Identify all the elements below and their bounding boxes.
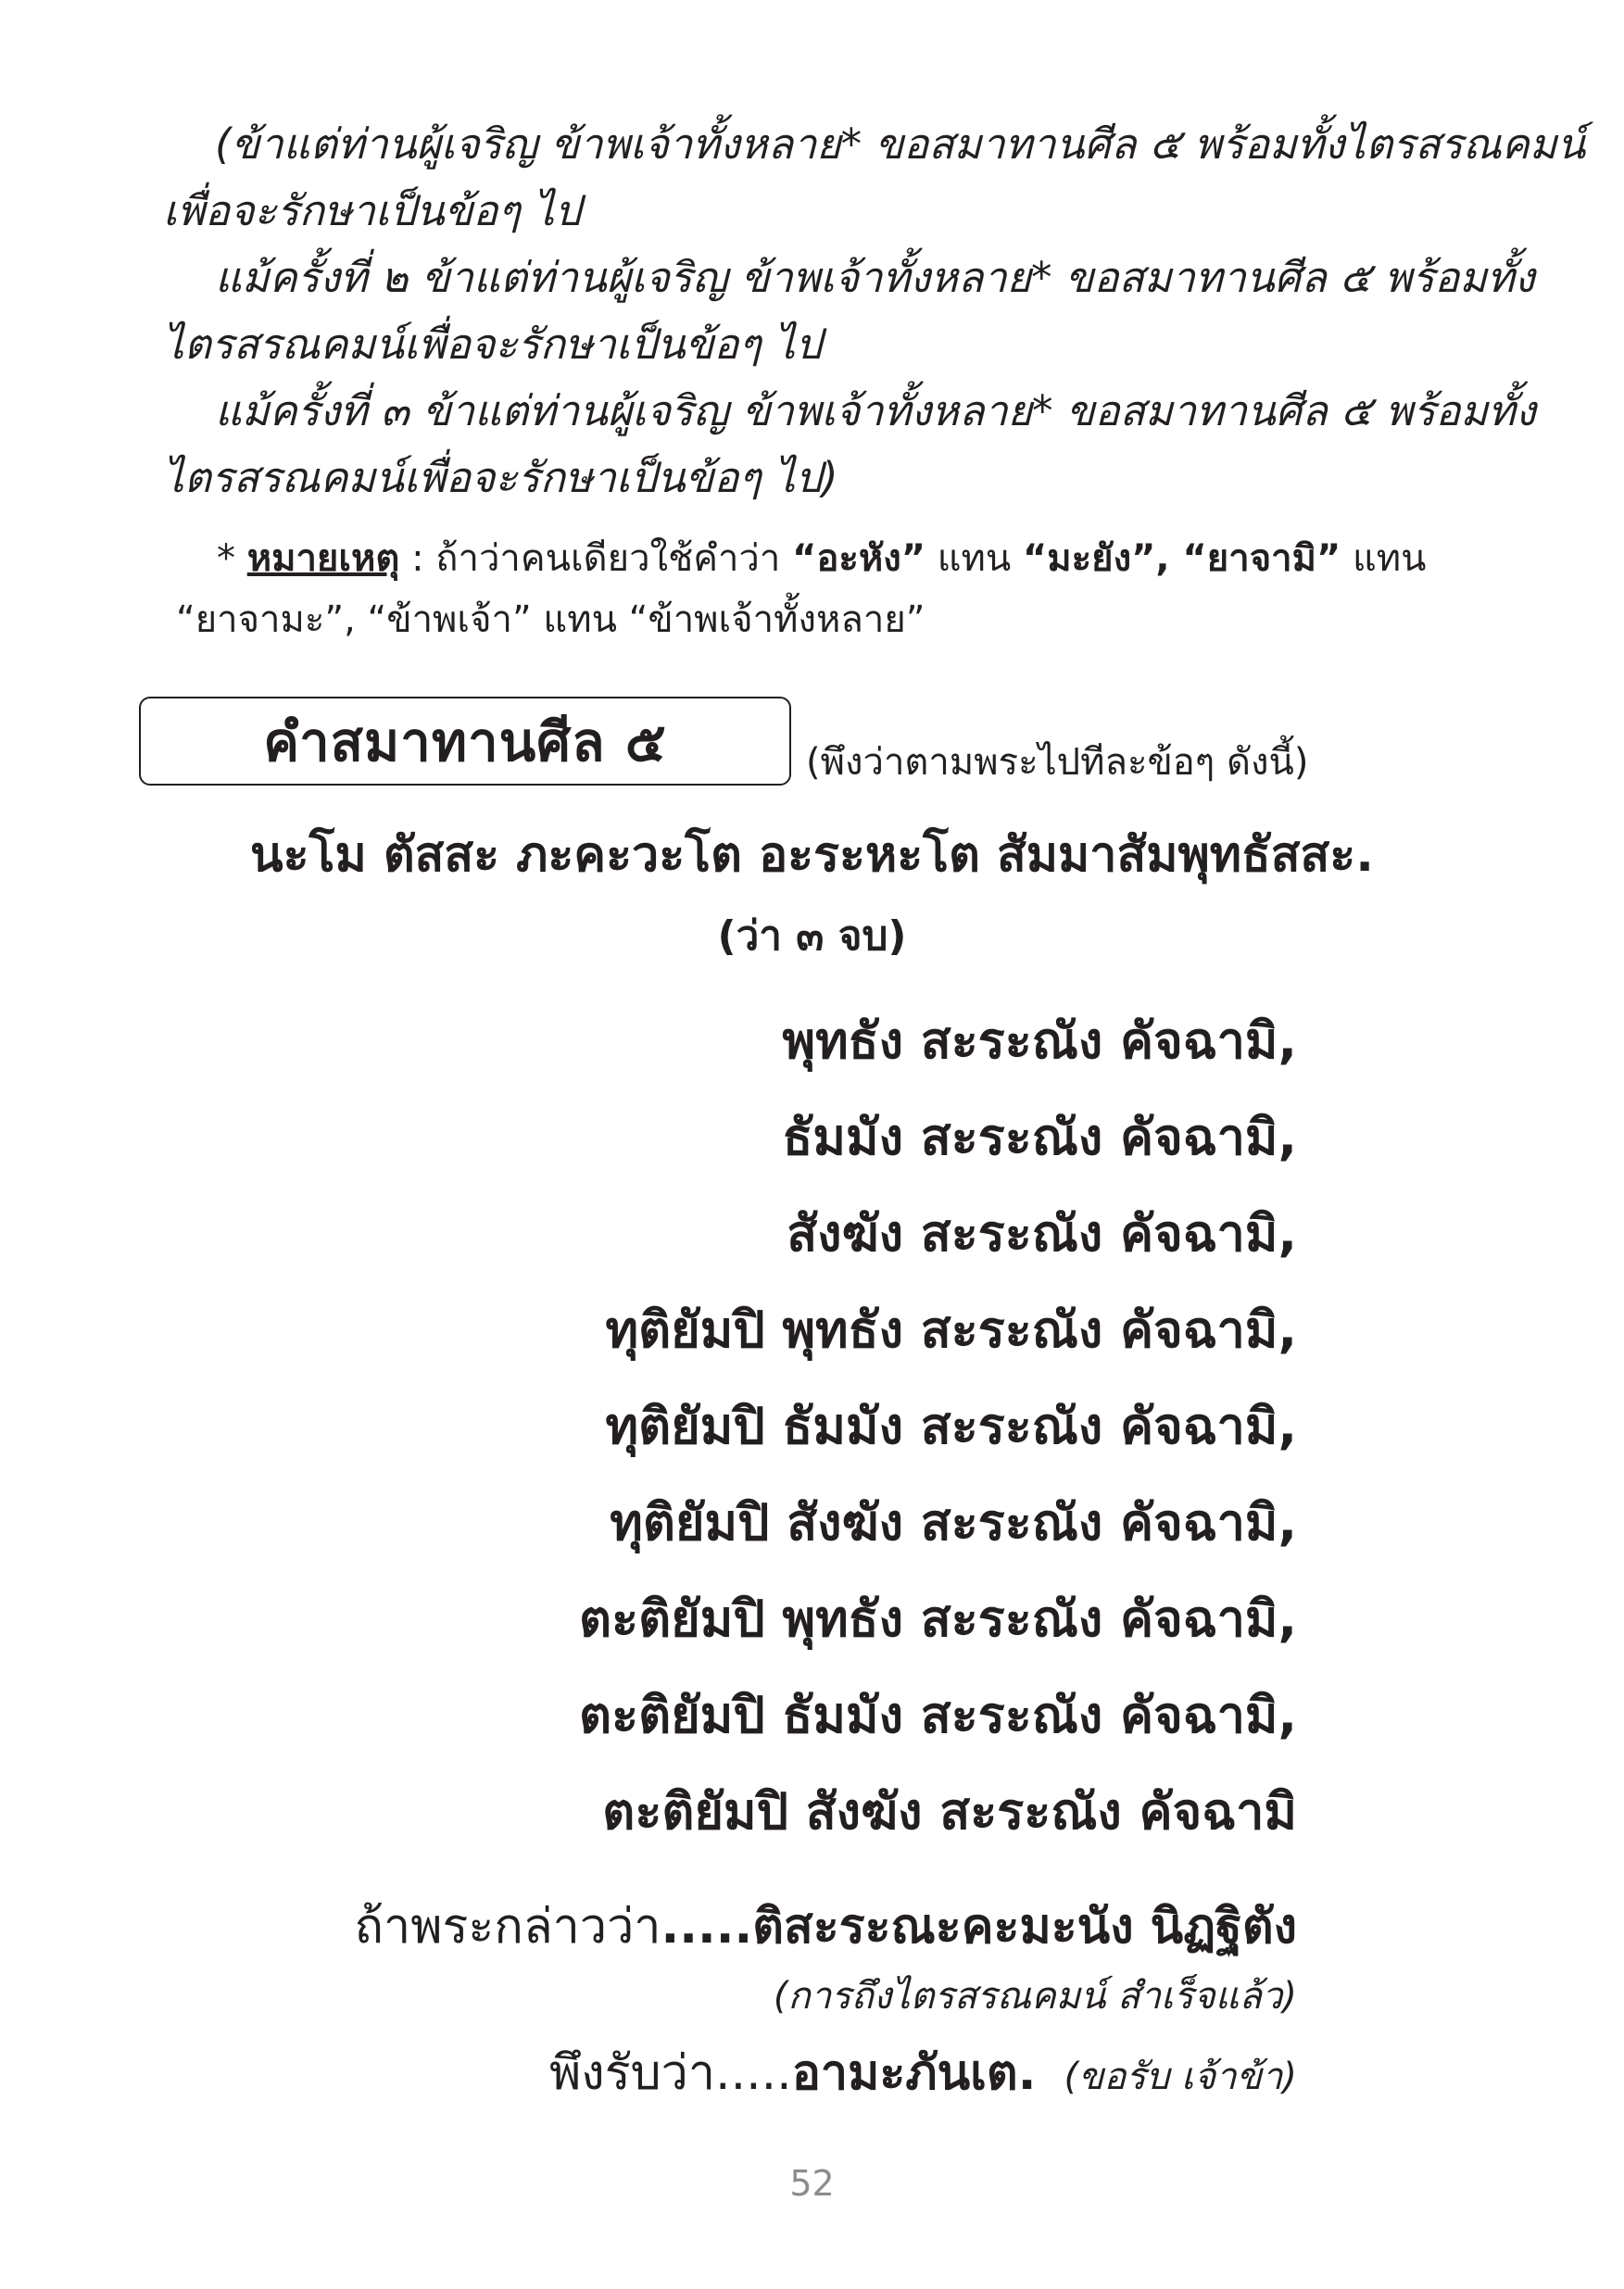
footnote-label: หมายเหตุ [246,537,400,580]
closing-lead: ถ้าพระกล่าวว่า [354,1899,661,1955]
footnote-text: : ถ้าว่าคนเดียวใช้คำว่า [399,537,793,580]
footnote-bold: “มะยัง”, “ยาจามิ” [1022,537,1341,580]
reply-line [93,2029,1297,2121]
page-number: 52 [789,2163,835,2204]
chant-line: ตะติยัมปิ พุทธัง สะระณัง คัจฉามิ, [579,1590,1297,1648]
chant-line: ธัมมัง สะระณัง คัจฉามิ, [782,1108,1297,1166]
intro-line: แม้ครั้งที่ ๓ ข้าแต่ท่านผู้เจริญ ข้าพเจ้าทั้งหลาย* ขอสมาทานศีล ๕ พร้อมทั้ง [215,386,1536,435]
chant-line: สังฆัง สะระณัง คัจฉามิ, [787,1204,1297,1263]
footnote-star: * [217,537,247,580]
chant-line: ทุติยัมปิ สังฆัง สะระณัง คัจฉามิ, [610,1493,1297,1552]
closing-line [93,1890,1297,1964]
reply-translation: (ขอรับ เจ้าข้า) [1064,2056,1297,2098]
chant-line: ทุติยัมปิ ธัมมัง สะระณัง คัจฉามิ, [605,1397,1297,1455]
closing-section [93,1890,1297,2121]
intro-line: แม้ครั้งที่ ๒ ข้าแต่ท่านผู้เจริญ ข้าพเจ้าทั้งหลาย* ขอสมาทานศีล ๕ พร้อมทั้ง [215,253,1535,302]
intro-paragraphs [163,111,1586,511]
footnote-line: “ยาจามะ”, “ข้าพเจ้า” แทน “ข้าพเจ้าทั้งหลาย” [176,598,925,641]
footnote-text: แทน [925,537,1023,580]
chant-line: ตะติยัมปิ สังฆัง สะระณัง คัจฉามิ [602,1782,1297,1841]
chant-line: ตะติยัมปิ ธัมมัง สะระณัง คัจฉามิ, [579,1686,1297,1744]
namo-verse: นะโม ตัสสะ ภะคะวะโต อะระหะโต สัมมาสัมพุทธัสสะ. [250,827,1374,883]
chant-line: พุทธัง สะระณัง คัจฉามิ, [782,1012,1297,1070]
section-title-box [139,697,791,786]
footnote-line [217,528,1510,589]
intro-line: (ข้าแต่ท่านผู้เจริญ ข้าพเจ้าทั้งหลาย* ขอสมาทานศีล ๕ พร้อมทั้งไตรสรณคมน์ [215,119,1586,169]
intro-line: เพื่อจะรักษาเป็นข้อๆ ไป [163,186,582,235]
intro-line: ไตรสรณคมน์เพื่อจะรักษาเป็นข้อๆ ไป [163,320,823,369]
closing-paren: (การถึงไตรสรณคมน์ สำเร็จแล้ว) [773,1975,1297,2018]
section-title: คำสมาทานศีล ๕ [263,710,667,773]
intro-line: ไตรสรณคมน์เพื่อจะรักษาเป็นข้อๆ ไป) [163,453,838,502]
reply-bold: อามะภันเต. [791,2045,1037,2101]
footnote-text: แทน [1341,537,1427,580]
chant-line: ทุติยัมปิ พุทธัง สะระณัง คัจฉามิ, [605,1301,1297,1359]
closing-bold: .....ติสะระณะคะมะนัง นิฏฐิตัง [661,1899,1297,1955]
footnote [176,528,1510,650]
reply-lead: พึงรับว่า..... [549,2045,792,2101]
refuge-chants [93,993,1297,1860]
repeat-note: (ว่า ๓ จบ) [717,912,907,960]
section-subnote: (พึงว่าตามพระไปทีละข้อๆ ดังนี้) [806,741,1309,784]
footnote-bold: “อะหัง” [792,537,926,580]
